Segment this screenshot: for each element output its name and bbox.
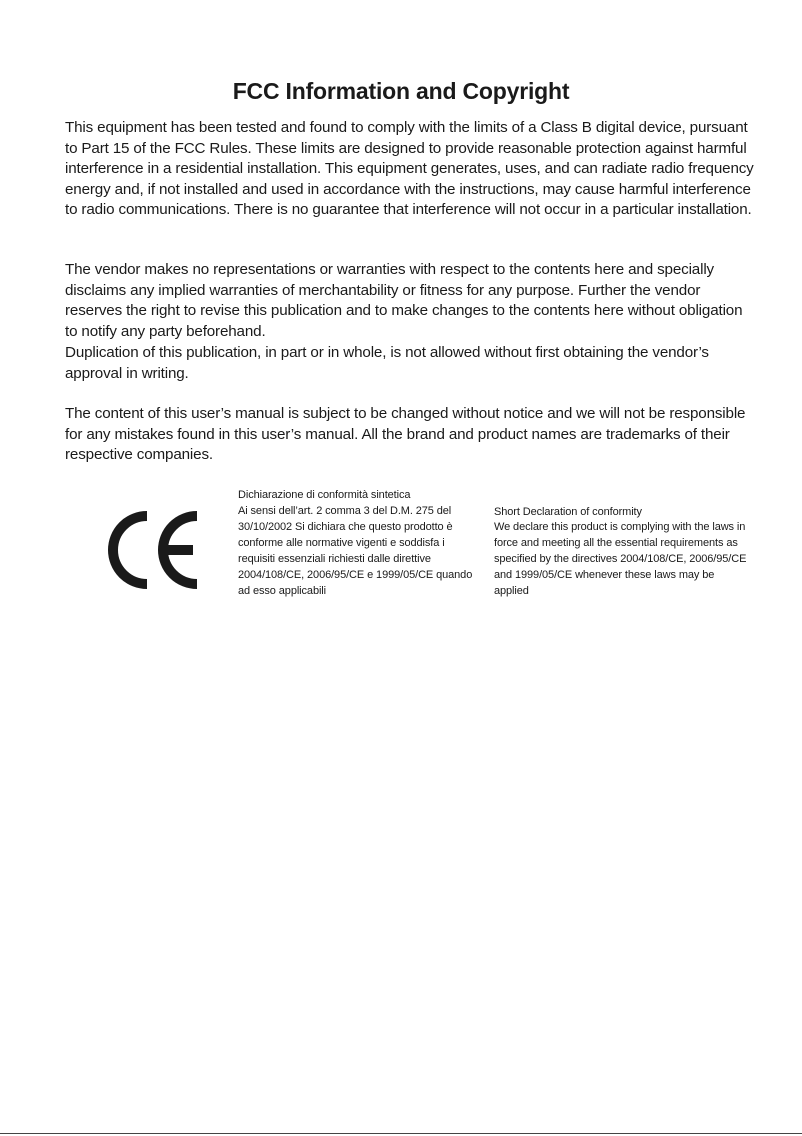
english-conformity-heading: Short Declaration of conformity xyxy=(494,506,642,518)
duplication-notice-paragraph: Duplication of this publication, in part or in whole, is not allowed without first obtaining the vendor’s approval in writing. xyxy=(65,344,709,382)
italian-conformity-text: Ai sensi dell’art. 2 comma 3 del D.M. 275 del 30/10/2002 Si dichiara che questo prodotto è conforme alle normative vigenti e soddisfa i requisiti essenziali richiesti dalle direttive 2004/108/CE, 2006/95/CE e 1999/05/CE quando ad esso applicabili xyxy=(238,505,473,597)
italian-conformity-heading: Dichiarazione di conformità sintetica xyxy=(238,489,411,501)
page-bottom-divider xyxy=(0,1133,802,1134)
ce-mark-icon xyxy=(103,506,199,594)
trademark-notice-paragraph: The content of this user’s manual is subject to be changed without notice and we will not be responsible for any mistakes found in this user’s manual. All the brand and product names are trademarks of their respective companies. xyxy=(65,405,746,464)
warranty-disclaimer-paragraph: The vendor makes no representations or warranties with respect to the contents here and specially disclaims any implied warranties of merchantability or fitness for any purpose. Further the vendor reserves the right to revise this publication and to make changes to the contents here without obligation to notify any party beforehand. xyxy=(65,261,743,340)
page-title: FCC Information and Copyright xyxy=(232,78,570,104)
fcc-compliance-paragraph: This equipment has been tested and found to comply with the limits of a Class B digital device, pursuant to Part 15 of the FCC Rules. These limits are designed to provide reasonable protection against harmful interference in a residential installation. This equipment generates, uses, and can radiate radio frequency energy and, if not installed and used in accordance with the instructions, may cause harmful interference to radio communications. There is no guarantee that interference will not occur in a particular installation. xyxy=(65,119,754,219)
english-conformity-text: We declare this product is complying with the laws in force and meeting all the essential requirements as specified by the directives 2004/108/CE, 2006/95/CE and 1999/05/CE whenever these laws may be applied xyxy=(494,521,747,597)
